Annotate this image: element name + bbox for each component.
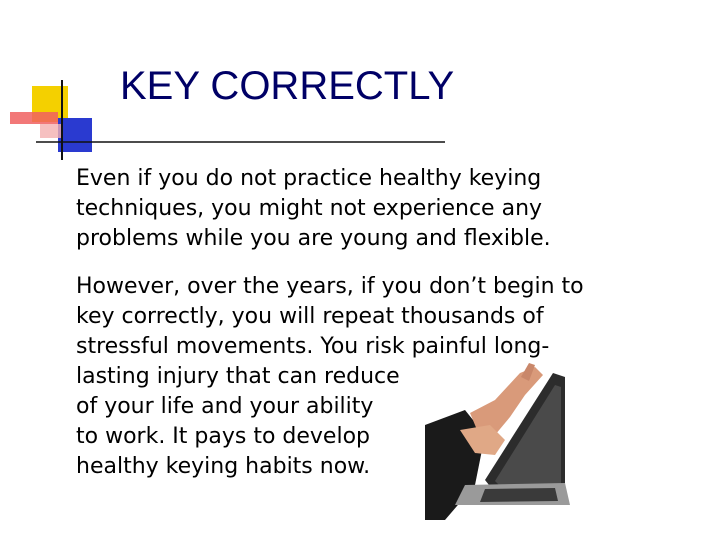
text-line: problems while you are young and flexible. [76,226,551,251]
text-line: key correctly, you will repeat thousands of [76,304,544,329]
laptop-wrist-pain-photo [425,355,570,520]
paragraph-intro [76,164,551,254]
text-line: Even if you do not practice healthy keying [76,166,542,191]
ornament-blue-square [58,118,92,152]
text-line: lasting injury that can reduce [76,364,400,389]
text-line: techniques, you might not experience any [76,196,543,221]
ornament-red-bar [10,112,58,124]
text-line: stressful movements. You risk painful long- [76,334,550,359]
text-line: of your life and your ability [76,394,374,419]
slide-title: KEY CORRECTLY [120,64,455,108]
text-line: healthy keying habits now. [76,454,371,479]
text-line: However, over the years, if you don’t begin to [76,274,584,299]
laptop-keys [480,488,558,502]
ornament-red-fade [40,124,62,138]
text-line: to work. It pays to develop [76,424,371,449]
